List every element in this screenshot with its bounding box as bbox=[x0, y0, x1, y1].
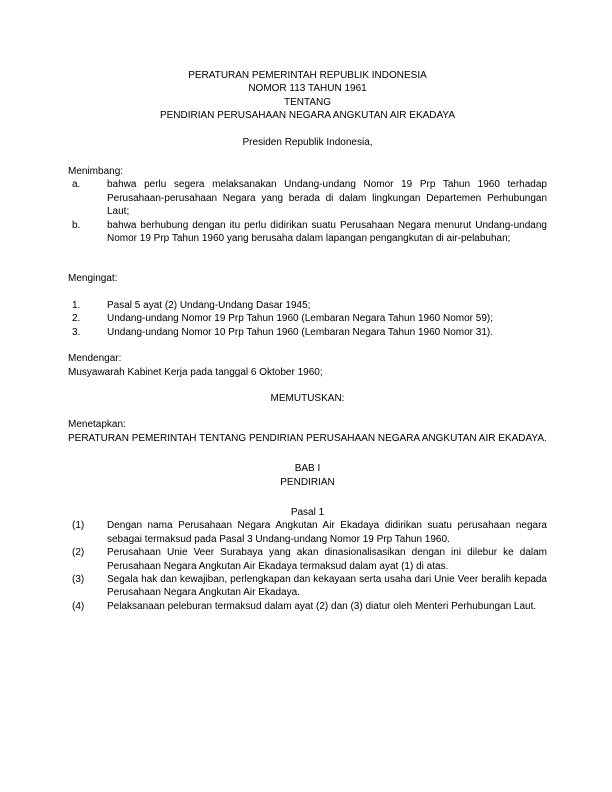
pasal-item-3 bbox=[68, 573, 547, 600]
list-item-text: Perusahaan Unie Veer Surabaya yang akan dinasionalisasikan dengan ini dilebur ke dalam Perusahaan Negara Angkutan Air Ekadaya termaksud dalam ayat (1) di atas. bbox=[107, 547, 547, 572]
salutation: Presiden Republik Indonesia, bbox=[242, 136, 373, 148]
list-marker: (1) bbox=[72, 520, 85, 532]
title-line-4: PENDIRIAN PERUSAHAAN NEGARA ANGKUTAN AIR EKADAYA bbox=[159, 110, 456, 122]
menimbang-list bbox=[68, 178, 547, 245]
list-marker: b. bbox=[72, 219, 81, 231]
list-marker: 1. bbox=[72, 299, 81, 311]
mengingat-list bbox=[68, 299, 547, 339]
bab-number: BAB I bbox=[294, 463, 321, 475]
pasal-list bbox=[68, 519, 547, 613]
mengingat-item-3 bbox=[68, 326, 547, 339]
pasal-item-1 bbox=[68, 519, 547, 546]
mendengar-text: Musyawarah Kabinet Kerja pada tanggal 6 Oktober 1960; bbox=[68, 366, 323, 378]
list-item-text: bahwa perlu segera melaksanakan Undang-undang Nomor 19 Prp Tahun 1960 terhadap Perusahaan-perusahaan Negara yang berada di dalam lingkungan Departemen Perhubungan Laut; bbox=[107, 179, 547, 218]
list-marker: a. bbox=[72, 179, 81, 191]
mendengar-label: Mendengar: bbox=[68, 353, 122, 365]
bab-title: PENDIRIAN bbox=[280, 476, 335, 488]
list-marker: 2. bbox=[72, 313, 81, 325]
pasal-item-4 bbox=[68, 600, 547, 613]
pasal-item-2 bbox=[68, 546, 547, 573]
mengingat-item-1 bbox=[68, 299, 547, 312]
title-line-2: NOMOR 113 TAHUN 1961 bbox=[248, 83, 367, 95]
mengingat-item-2 bbox=[68, 312, 547, 325]
menimbang-item-b bbox=[68, 219, 547, 246]
menetapkan-label: Menetapkan: bbox=[68, 419, 126, 431]
list-item-text: Undang-undang Nomor 10 Prp Tahun 1960 (Lembaran Negara Tahun 1960 Nomor 31). bbox=[107, 326, 493, 338]
list-item-text: Dengan nama Perusahaan Negara Angkutan Air Ekadaya didirikan suatu perusahaan negara sebagai termaksud pada Pasal 3 Undang-undang Nomor 19 Prp Tahun 1960. bbox=[107, 520, 547, 545]
pasal-title: Pasal 1 bbox=[290, 506, 325, 518]
list-marker: 3. bbox=[72, 326, 81, 338]
title-line-3: TENTANG bbox=[283, 96, 332, 108]
list-marker: (4) bbox=[72, 600, 85, 612]
document-title-block bbox=[68, 69, 547, 123]
menimbang-label: Menimbang: bbox=[68, 166, 124, 178]
mengingat-label: Mengingat: bbox=[68, 273, 118, 285]
list-item-text: Segala hak dan kewajiban, perlengkapan dan kekayaan serta usaha dari Unie Veer beralih kepada Perusahaan Negara Angkutan Air Ekadaya. bbox=[107, 573, 547, 599]
list-item-text: Pelaksanaan peleburan termaksud dalam ayat (2) dan (3) diatur oleh Menteri Perhubungan Laut. bbox=[107, 600, 537, 612]
menimbang-item-a bbox=[68, 178, 547, 218]
menetapkan-text: PERATURAN PEMERINTAH TENTANG PENDIRIAN PERUSAHAAN NEGARA ANGKUTAN AIR EKADAYA. bbox=[68, 432, 547, 444]
list-item-text: Undang-undang Nomor 19 Prp Tahun 1960 (Lembaran Negara Tahun 1960 Nomor 59); bbox=[107, 313, 493, 325]
list-item-text: Pasal 5 ayat (2) Undang-Undang Dasar 1945; bbox=[107, 299, 311, 311]
list-marker: (3) bbox=[72, 573, 85, 585]
memutuskan-heading: MEMUTUSKAN: bbox=[270, 392, 345, 404]
list-item-text: bahwa berhubung dengan itu perlu didirikan suatu Perusahaan Negara menurut Undang-undang Nomor 19 Prp Tahun 1960 yang berusaha dalam lapangan pengangkutan di air-pelabuhan; bbox=[107, 219, 547, 245]
list-marker: (2) bbox=[72, 547, 85, 559]
title-line-1: PERATURAN PEMERINTAH REPUBLIK INDONESIA bbox=[188, 70, 427, 81]
